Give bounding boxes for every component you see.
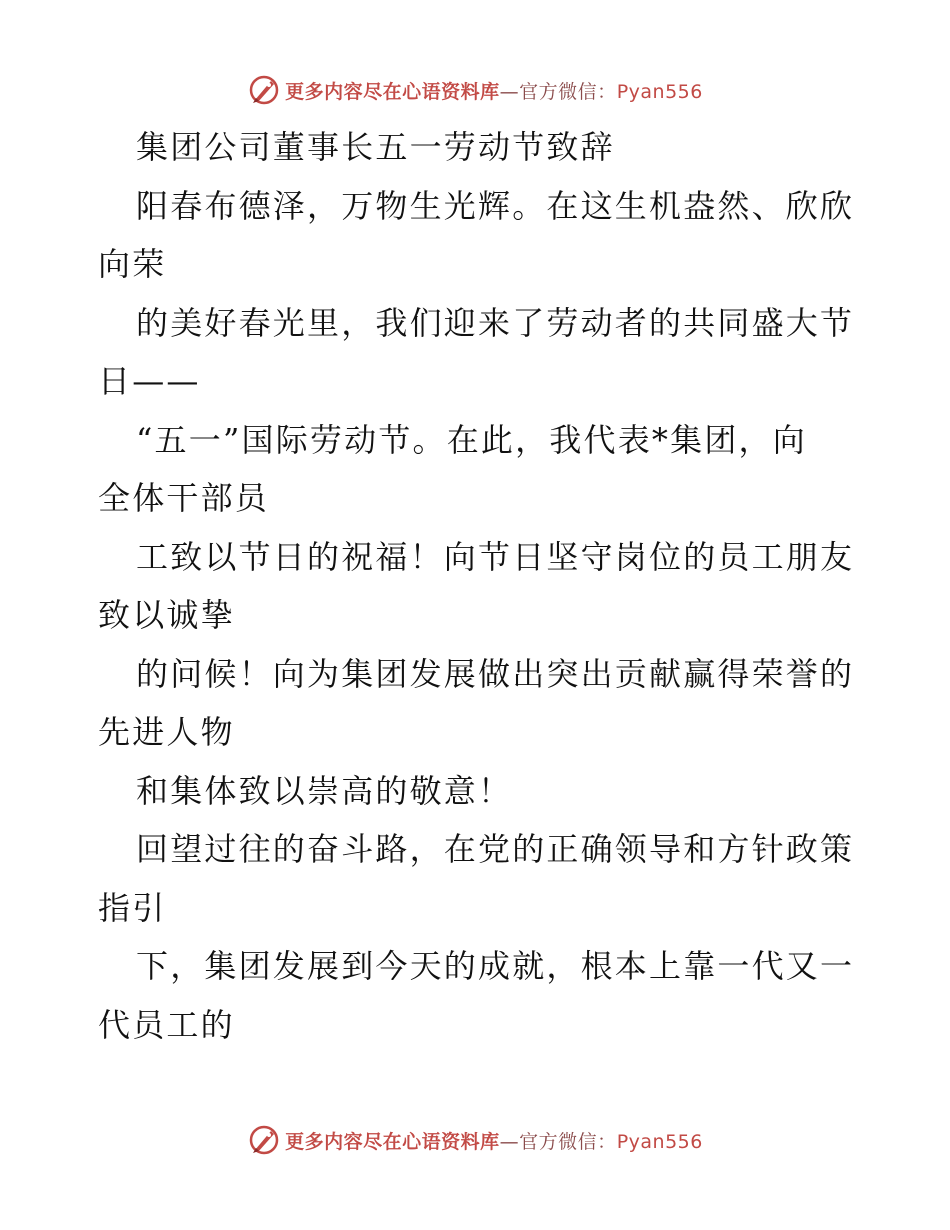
footer-banner-dash: — [499,1130,520,1153]
header-banner-sub: 官方微信： [519,80,617,103]
footer-banner-main: 更多内容尽在心语资料库 [285,1130,500,1153]
paragraph-line: 致以诚挚 [98,596,235,634]
header-watermark-banner [0,70,950,110]
footer-watermark-banner [0,1120,950,1160]
paragraph-line: 下，集团发展到今天的成就，根本上靠一代又一 [136,947,855,985]
paragraph-line: 日—— [98,362,201,400]
paragraph-line: 向荣 [98,245,167,283]
paragraph-line: 代员工的 [98,1005,235,1044]
header-banner-account: Pyan556 [616,80,703,103]
document-title: 集团公司董事长五一劳动节致辞 [136,128,615,166]
footer-banner-account: Pyan556 [616,1130,703,1153]
header-banner-main: 更多内容尽在心语资料库 [285,80,500,103]
paragraph-line: 工致以节日的祝福！向节日坚守岗位的员工朋友 [136,537,855,576]
paragraph-line: 全体干部员 [98,479,270,517]
paragraph-line: 的美好春光里，我们迎来了劳动者的共同盛大节 [136,303,855,342]
paragraph-line: 回望过往的奋斗路，在党的正确领导和方针政策 [136,830,855,868]
header-banner-text [285,77,703,104]
footer-banner-sub: 官方微信： [519,1130,617,1153]
quill-pen-logo-icon [247,1123,281,1157]
paragraph-line: 先进人物 [98,713,235,751]
footer-banner-text [285,1127,703,1154]
paragraph-line: “五一”国际劳动节。在此，我代表*集团，向 [136,420,807,459]
document-body [98,118,858,1054]
paragraph-line: 的问候！向为集团发展做出突出贡献赢得荣誉的 [136,654,855,693]
paragraph-line: 和集体致以崇高的敬意！ [136,771,513,810]
paragraph-line: 阳春布德泽，万物生光辉。在这生机盎然、欣欣 [136,186,855,225]
header-banner-dash: — [499,80,520,103]
paragraph-line: 指引 [98,888,167,927]
quill-pen-logo-icon [247,73,281,107]
